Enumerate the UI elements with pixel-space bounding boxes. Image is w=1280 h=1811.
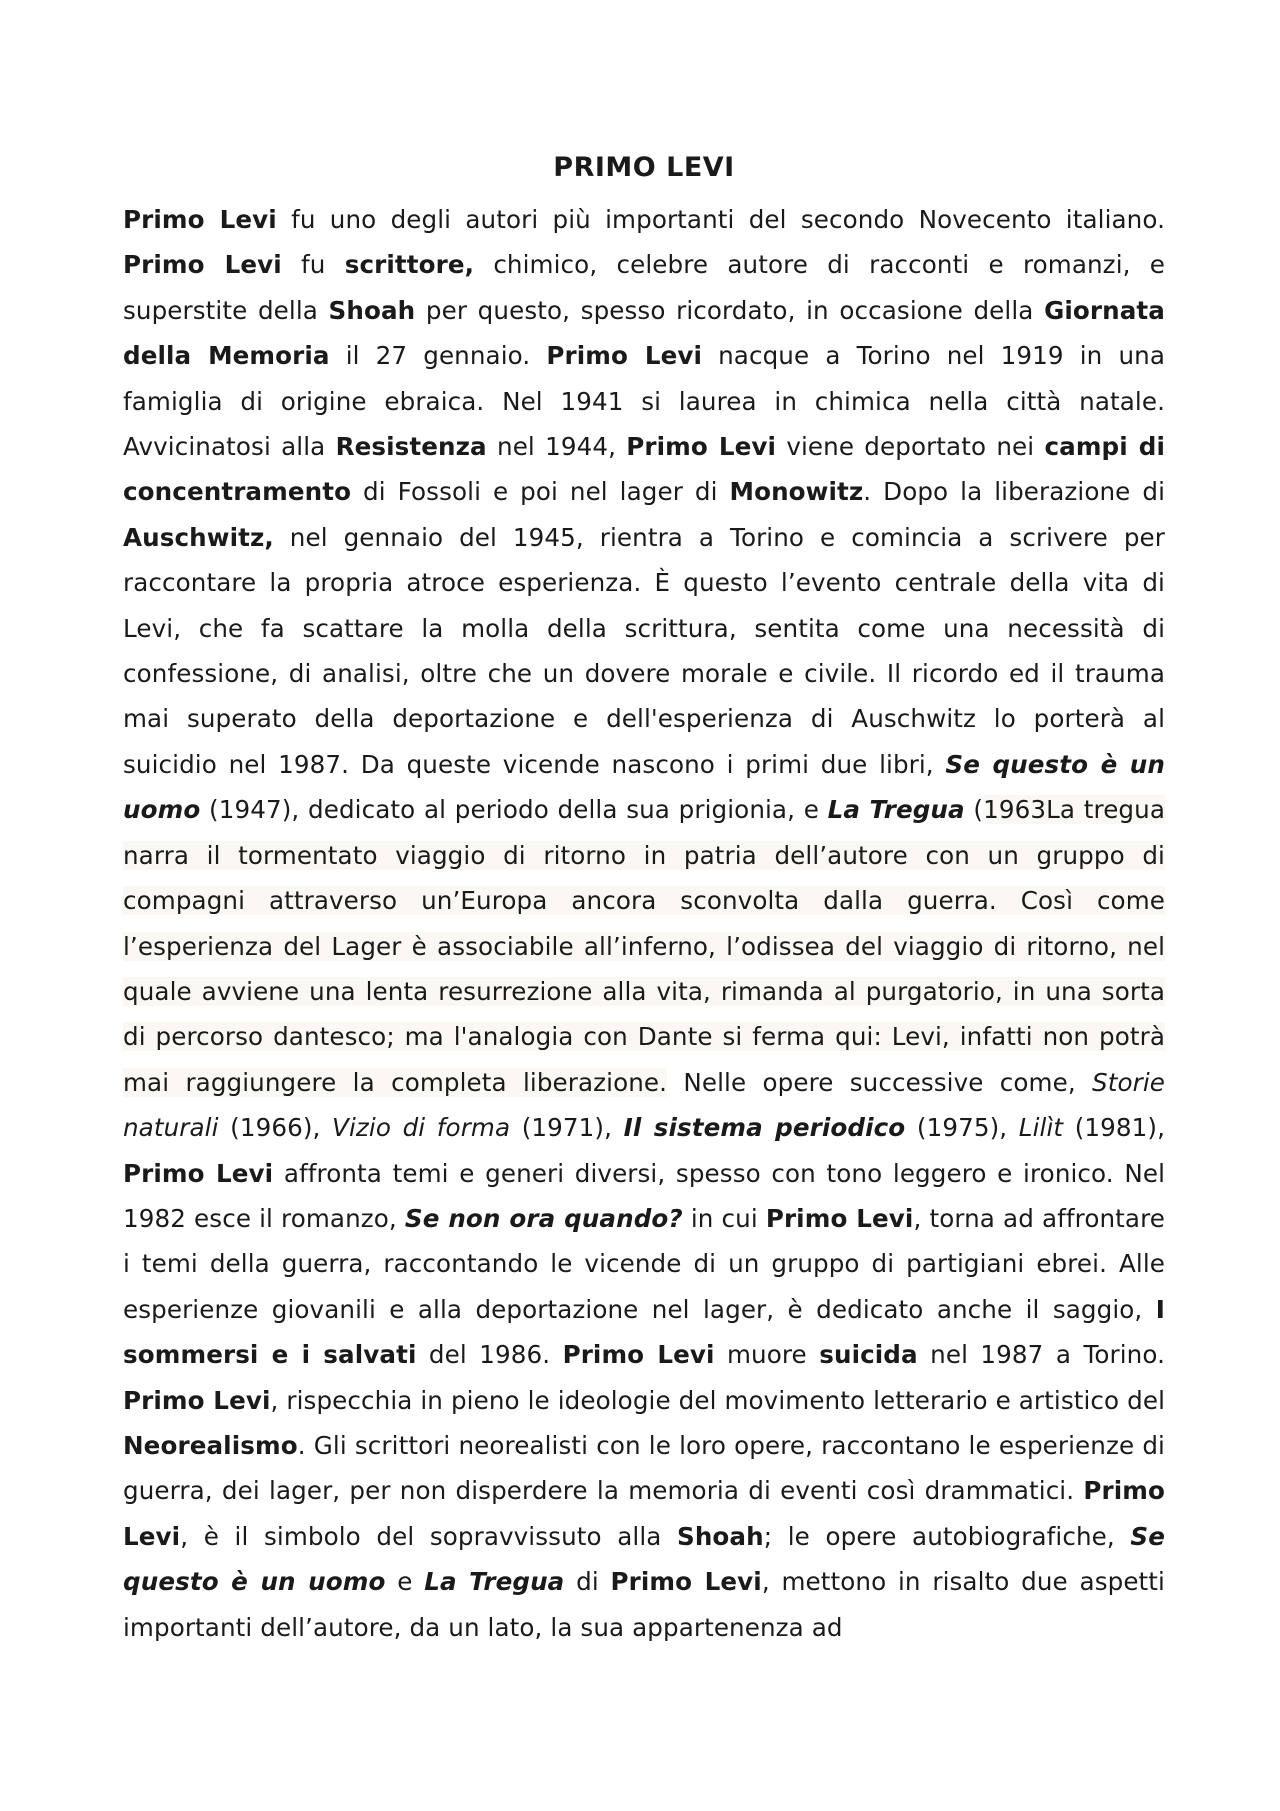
text-run: del 1986. xyxy=(416,1340,563,1370)
text-run: , torna ad affrontare i temi della guerra, raccontando le vicende di un gruppo di partigiani ebrei. Alle esperienze giovanili e alla deportazione nel lager, è dedicato anche il saggio, xyxy=(123,1203,1165,1324)
bold-run: Primo Levi xyxy=(626,432,777,462)
bold-run: Shoah xyxy=(677,1521,764,1551)
text-run: fu uno degli autori più importanti del secondo Novecento italiano. xyxy=(276,205,1165,234)
bold-run: Monowitz xyxy=(729,477,864,507)
book-title-run: Il sistema periodico xyxy=(623,1113,906,1143)
bold-run: scrittore, xyxy=(344,250,475,280)
text-run: . Gli scrittori neorealisti con le loro opere, raccontano le esperienze di guerra, dei lager, per non disperdere la memoria di eventi così drammatici. xyxy=(123,1430,1165,1506)
text-run: ; le opere autobiografiche, xyxy=(763,1521,1131,1551)
bold-run: suicida xyxy=(819,1340,918,1370)
body-paragraph xyxy=(123,197,1165,1650)
text-run: in cui xyxy=(682,1203,766,1233)
text-run: nel 1987 a Torino. xyxy=(917,1340,1165,1370)
bold-run: Auschwitz, xyxy=(123,522,274,552)
text-run: , è il simbolo del sopravvissuto alla xyxy=(180,1521,678,1551)
text-run: (1966), xyxy=(218,1113,333,1143)
text-run: (1971), xyxy=(510,1113,624,1143)
text-run: e xyxy=(385,1567,425,1597)
highlighted-run: 1963La tregua narra il tormentato viaggio di ritorno in patria dell’autore con un gruppo di compagni attraverso un’Europa ancora sconvolta dalla guerra. Così come l’esperienza del Lager è associabile all’inferno, l’odissea del viaggio di ritorno, nel quale avviene una lenta resurrezione alla vita, rimanda al purgatorio, in una sorta di percorso dantesco; ma l'analogia con Dante si ferma qui: Levi, infatti non potrà mai raggiungere la completa liberazione. xyxy=(123,795,1165,1097)
text-run: ( xyxy=(964,795,984,825)
book-title-run: Se questo è un uomo xyxy=(123,1521,1165,1597)
text-run: di Fossoli e poi nel lager di xyxy=(351,477,730,507)
bold-run: Primo Levi xyxy=(546,341,703,371)
text-run: per questo, spesso ricordato, in occasione della xyxy=(415,295,1045,325)
text-run: , mettono in risalto due aspetti importanti dell’autore, da un lato, la sua appartenenza ad xyxy=(123,1567,1165,1642)
text-run: affronta temi e generi diversi, spesso con tono leggero e ironico. Nel 1982 esce il romanzo, xyxy=(123,1158,1165,1233)
bold-run: Primo Levi xyxy=(123,1158,274,1188)
text-run: nacque a Torino nel 1919 in una famiglia di origine ebraica. Nel 1941 si laurea in chimica nella città natale. Avvicinatosi alla xyxy=(123,341,1165,462)
text-run: . Dopo la liberazione di xyxy=(863,477,1166,507)
bold-run: campi di concentramento xyxy=(123,432,1166,507)
text-run: muore xyxy=(714,1340,820,1370)
text-run: nel 1944, xyxy=(486,432,627,462)
book-title-run: La Tregua xyxy=(424,1567,565,1597)
bold-run: I sommersi e i salvati xyxy=(123,1294,1165,1370)
book-title-run: La Tregua xyxy=(827,795,965,825)
italic-run: Vizio di forma xyxy=(332,1113,511,1143)
bold-run: Primo Levi xyxy=(610,1567,762,1597)
bold-run: Primo Levi xyxy=(765,1203,914,1233)
text-run: viene deportato nei xyxy=(776,432,1045,462)
text-run: (1947), dedicato al periodo della sua prigionia, e xyxy=(200,795,828,825)
bold-run: Primo Levi xyxy=(123,250,282,280)
text-run: chimico, celebre autore di racconti e romanzi, e superstite della xyxy=(123,250,1166,325)
bold-run: Giornata della Memoria xyxy=(123,295,1165,371)
bold-run: Shoah xyxy=(328,295,416,325)
text-run: nel gennaio del 1945, rientra a Torino e comincia a scrivere per raccontare la propria atroce esperienza. È questo l’evento centrale della vita di Levi, che fa scattare la molla della scrittura, sentita come una necessità di confessione, di analisi, oltre che un dovere morale e civile. Il ricordo ed il trauma mai superato della deportazione e dell'esperienza di Auschwitz lo porterà al suicidio nel 1987. Da queste vicende nascono i primi due libri, xyxy=(123,522,1165,779)
bold-run: Primo Levi xyxy=(123,205,277,234)
bold-run: Primo Levi xyxy=(562,1340,715,1370)
text-run: di xyxy=(564,1567,611,1597)
italic-run: Lilìt xyxy=(1018,1113,1064,1143)
bold-run: Primo Levi xyxy=(123,1476,1165,1551)
text-run: Nelle opere successive come, xyxy=(667,1067,1093,1097)
bold-run: Resistenza xyxy=(335,432,487,462)
bold-run: Primo Levi xyxy=(123,1385,271,1415)
book-title-run: Se non ora quando? xyxy=(404,1203,683,1233)
italic-run: Storie naturali xyxy=(123,1067,1165,1143)
bold-run: Neorealismo xyxy=(123,1430,298,1460)
text-run: il 27 gennaio. xyxy=(329,341,547,371)
text-run: (1975), xyxy=(905,1113,1019,1143)
text-run: (1981), xyxy=(1063,1113,1166,1143)
text-run: , rispecchia in pieno le ideologie del movimento letterario e artistico del xyxy=(270,1385,1165,1415)
book-title-run: Se questo è un uomo xyxy=(123,749,1165,825)
page-title: PRIMO LEVI xyxy=(553,152,735,183)
text-run: fu xyxy=(281,250,345,280)
